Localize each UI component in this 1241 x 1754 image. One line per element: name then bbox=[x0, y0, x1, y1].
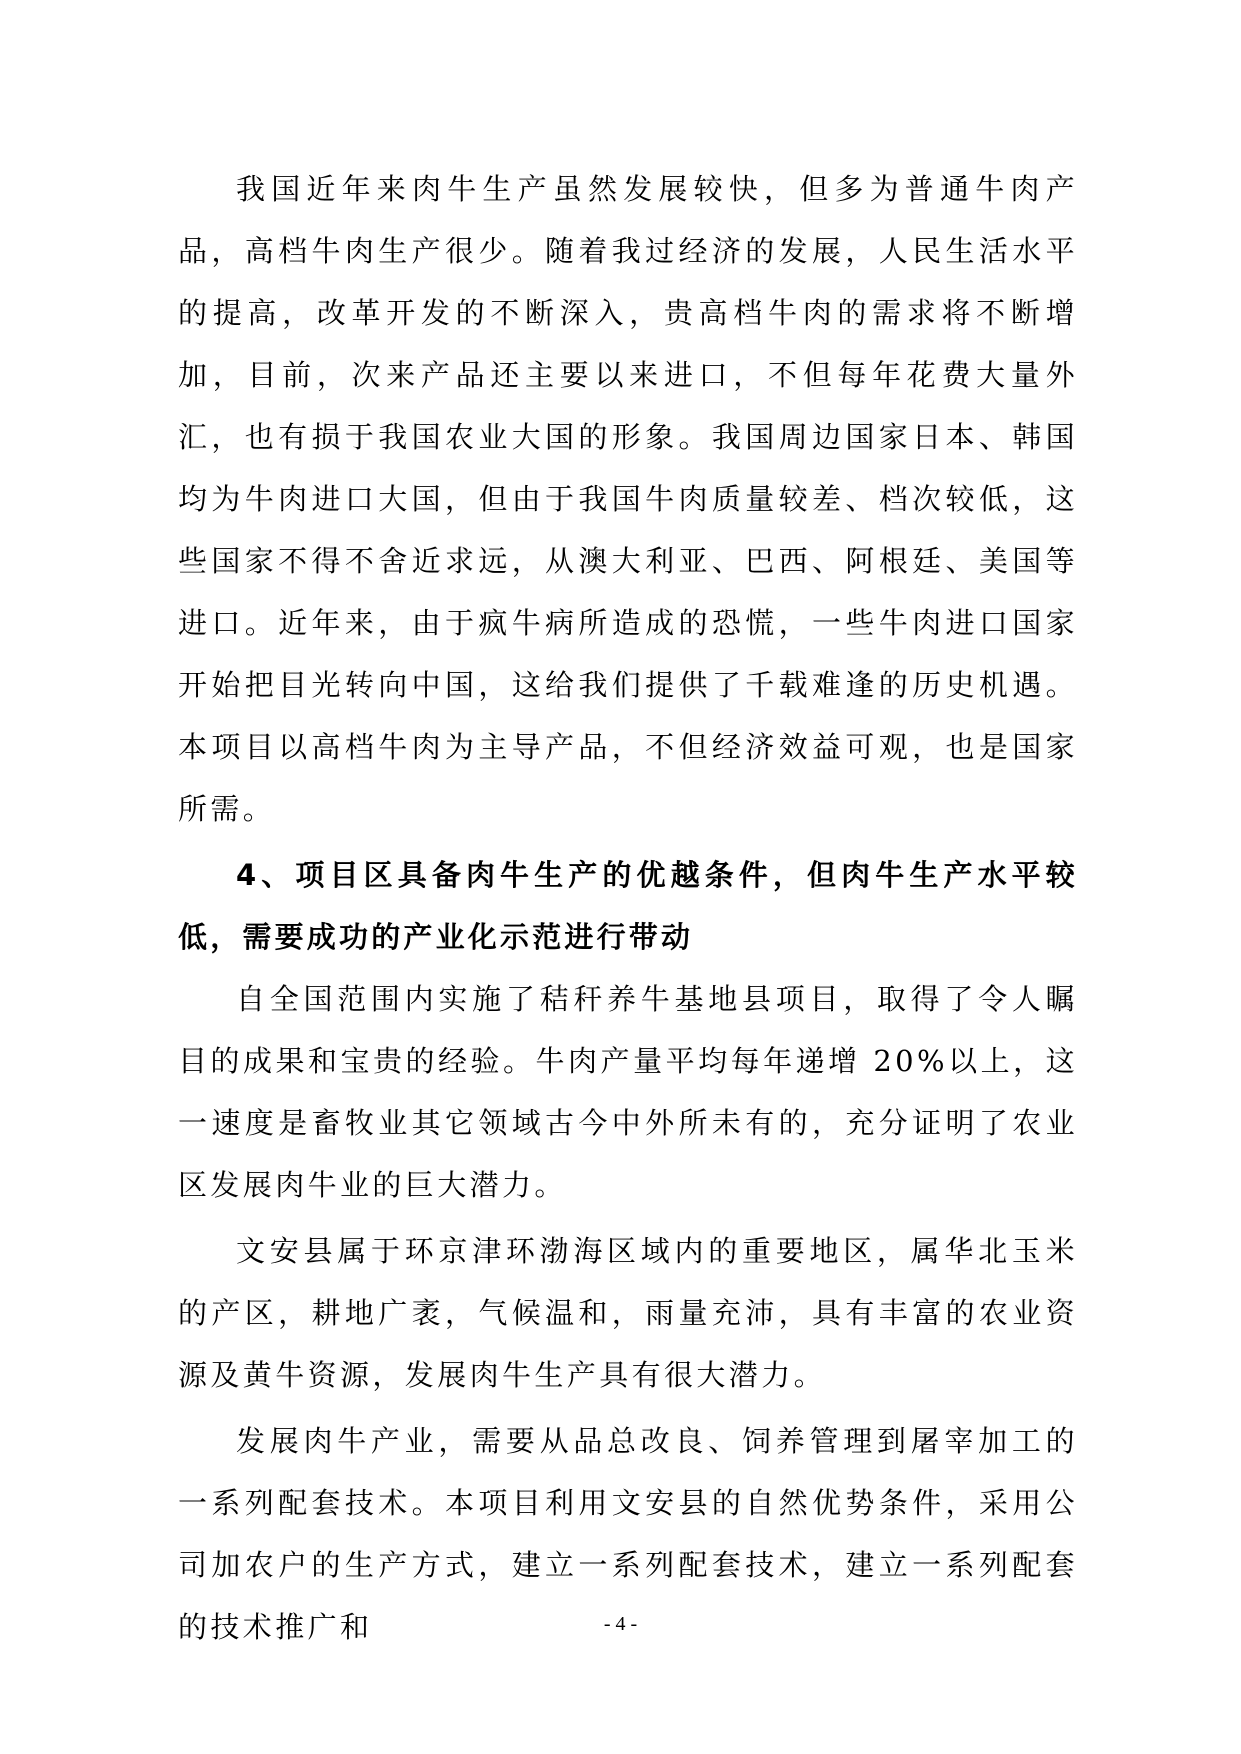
paragraph-industry-development: 发展肉牛产业，需要从品总改良、饲养管理到屠宰加工的一系列配套技术。本项目利用文安县的自然优势条件，采用公司加农户的生产方式，建立一系列配套技术，建立一系列配套的技术推广和 bbox=[178, 1424, 1078, 1644]
page-number: - 4 - bbox=[603, 1613, 638, 1635]
paragraph-straw-cattle: 自全国范围内实施了秸秆养牛基地县项目，取得了令人瞩目的成果和宝贵的经验。牛肉产量平均每年递增 20%以上，这一速度是畜牧业其它领域古今中外所未有的，充分证明了农业区发展肉牛业的巨大潜力。 bbox=[178, 982, 1078, 1202]
paragraph-beef-market: 我国近年来肉牛生产虽然发展较快，但多为普通牛肉产品，高档牛肉生产很少。随着我过经济的发展，人民生活水平的提高，改革开发的不断深入，贵高档牛肉的需求将不断增加，目前，次来产品还主要以来进口，不但每年花费大量外汇，也有损于我国农业大国的形象。我国周边国家日本、韩国均为牛肉进口大国，但由于我国牛肉质量较差、档次较低，这些国家不得不舍近求远，从澳大利亚、巴西、阿根廷、美国等进口。近年来，由于疯牛病所造成的恐慌，一些牛肉进口国家开始把目光转向中国，这给我们提供了千载难逢的历史机遇。本项目以高档牛肉为主导产品，不但经济效益可观，也是国家所需。 bbox=[178, 172, 1078, 826]
document-body bbox=[178, 158, 1078, 1658]
paragraph-wenan-county: 文安县属于环京津环渤海区域内的重要地区，属华北玉米的产区，耕地广袤，气候温和，雨量充沛，具有丰富的农业资源及黄牛资源，发展肉牛生产具有很大潜力。 bbox=[178, 1234, 1078, 1392]
section-heading-4: 4、项目区具备肉牛生产的优越条件，但肉牛生产水平较低，需要成功的产业化示范进行带动 bbox=[178, 858, 1078, 954]
